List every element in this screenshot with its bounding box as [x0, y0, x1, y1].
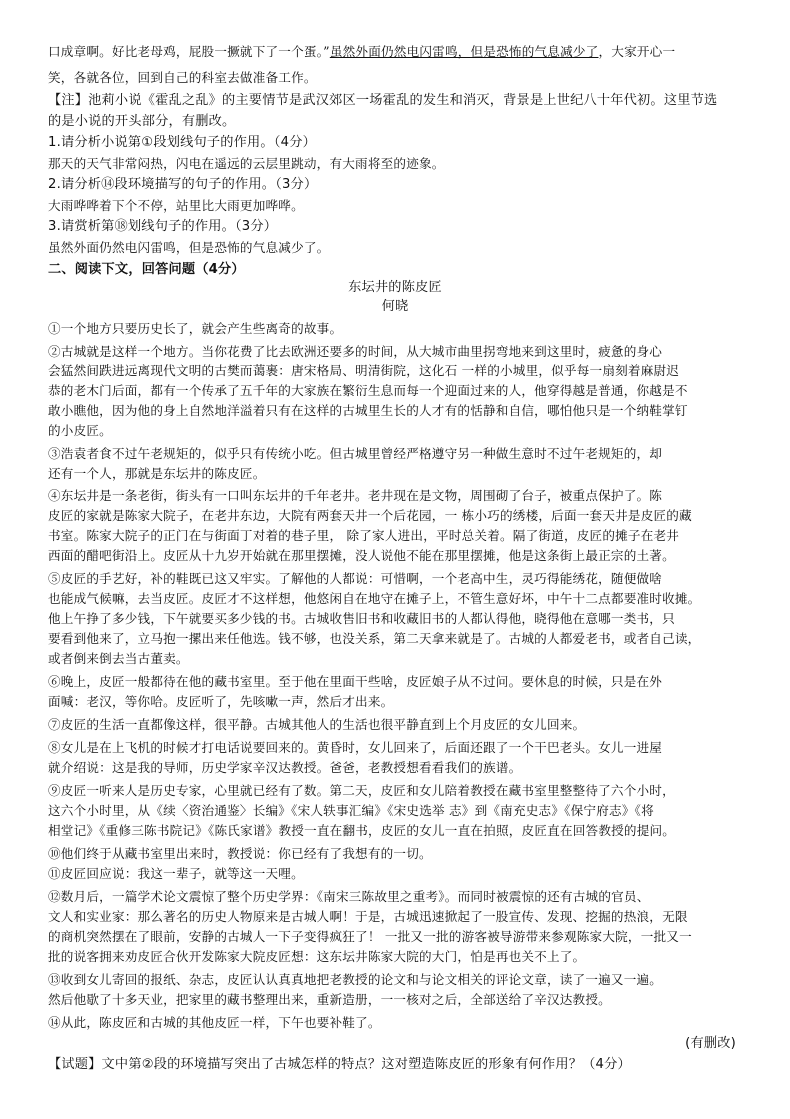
- body-line: 文人和实业家：那么著名的历史人物原来是古城人啊！于是，古城迅速掀起了一股宣传、发现、挖掘的热浪，无限: [48, 909, 688, 924]
- body-line: 恭的老木门后面，都有一个传承了五千年的大家族在繁衍生息而每一个迎面过来的人，他穿得越是普通，你越是不: [48, 383, 688, 398]
- body-line: 面喊：老汉，等你哈。皮匠听了，先咳嗽一声，然后才出来。: [48, 694, 394, 709]
- story-line-2: 笑，各就各位，回到自己的科室去做准备工作。: [48, 70, 317, 85]
- body-line: 这六个小时里，从《续〈资治通鉴〉长编》《宋人轶事汇编》《宋史选举 志》到《南充史志》《保宁府志》《将: [48, 803, 654, 818]
- story-line-1: 口成章啊。好比老母鸡，屁股一撅就下了一个蛋。”虽然外面仍然电闪雷鸣，但是恐怖的气息减少了，大家开心一: [48, 44, 676, 59]
- body-line: 他上午挣了多少钱，下午就要买多少钱的书。古城收售旧书和收藏旧书的人都认得他，晓得他在意哪一类书，只: [48, 611, 675, 626]
- question-3: 3.请赏析第⑱划线句子的作用。（3分）: [48, 219, 278, 234]
- body-line: 还有一个人，那就是东坛井的陈皮匠。: [48, 466, 266, 481]
- article-title: 东坛井的陈皮匠: [348, 280, 442, 295]
- body-line: 然后他歇了十多天业，把家里的藏书整理出来，重新造册，一一核对之后，全部送给了辛汉达教授。: [48, 992, 611, 1007]
- body-line: ②古城就是这样一个地方。当你花费了比去欧洲还要多的时间，从大城市曲里拐弯地来到这里时，疲惫的身心: [48, 344, 663, 359]
- question-1: 1.请分析小说第①段划线句子的作用。（4分）: [48, 135, 316, 150]
- body-line: 相堂记》《重修三陈书院记》《陈氏家谱》教授一直在翻书，皮匠的女儿一直在拍照，皮匠直在回答教授的提问。: [48, 823, 676, 838]
- underlined-sentence: 虽然外面仍然电闪雷鸣，但是恐怖的气息减少了: [329, 44, 599, 59]
- body-line: 或者倒来倒去当古董卖。: [48, 651, 189, 666]
- answer-3: 虽然外面仍然电闪雷鸣，但是恐怖的气息减少了。: [48, 240, 330, 255]
- body-line: ⑭从此，陈皮匠和古城的其他皮匠一样，下午也要补鞋了。: [48, 1015, 381, 1030]
- body-line: 要看到他来了，立马抱一摞出来任他选。钱不够，也没关系，第二天拿来就是了。古城的人都爱老书，或者自己读，: [48, 631, 701, 646]
- body-line: 的小皮匠。: [48, 423, 112, 438]
- body-line: ⑧女儿是在上飞机的时候才打电话说要回来的。黄昏时，女儿回来了，后面还跟了一个干巴老头。女儿一进屋: [48, 740, 663, 755]
- body-line: ⑤皮匠的手艺好，补的鞋既已这又牢实。了解他的人都说：可惜啊，一个老高中生，灵巧得能绣花，随便做啥: [48, 571, 663, 586]
- body-line: ①一个地方只要历史长了，就会产生些离奇的故事。: [48, 321, 343, 336]
- abridged-note: (有删改): [685, 1036, 736, 1051]
- answer-1: 那天的天气非常闷热，闪电在遥远的云层里跳动，有大雨将至的迹象。: [48, 156, 445, 171]
- note-line-1: 【注】池莉小说《霍乱之乱》的主要情节是武汉郊区一场霍乱的发生和消灭，背景是上世纪八十年代初。这里节选: [48, 93, 718, 108]
- body-line: 书室。陈家大院子的正门在与街面丁对着的巷子里， 除了家人进出，平时总关着。隔了街道，皮匠的摊子在老井: [48, 528, 680, 543]
- body-line: ③浩袁者食不过午老规矩的，似乎只有传统小吃。但古城里曾经严格遵守另一种做生意时不过午老规矩的，却: [48, 446, 663, 461]
- body-line: 的商机突然摆在了眼前，安静的古城人一下子变得疯狂了！ 一批又一批的游客被导游带来参观陈家大院，一批又一: [48, 929, 692, 944]
- article-author: 何晓: [381, 299, 409, 314]
- body-line: ⑫数月后，一篇学术论文震惊了整个历史学界：《南宋三陈故里之重考》。而同时被震惊的还有古城的官员、: [48, 889, 650, 904]
- exam-question: 【试题】文中第②段的环境描写突出了古城怎样的特点？这对塑造陈皮匠的形象有何作用？（4分）: [48, 1057, 631, 1072]
- body-line: 皮匠的家就是陈家大院子，在老井东边，大院有两套天井一个后花园，一 栋小巧的绣楼，后面一套天井是皮匠的藏: [48, 508, 692, 523]
- body-line: ⑪皮匠回应说：我这一辈子，就等这一天哩。: [48, 866, 304, 881]
- body-line: ⑥晚上，皮匠一般都待在他的藏书室里。至于他在里面干些啥，皮匠娘子从不过问。要休息的时候，只是在外: [48, 674, 663, 689]
- body-line: ④东坛井是一条老街，街头有一口叫东坛井的千年老井。老井现在是文物，周围砌了台子，被重点保护了。陈: [48, 488, 663, 503]
- body-line: 西面的醋吧街沿上。皮匠从十九岁开始就在那里摆摊，没人说他不能在那里摆摊，他是这条街上最正宗的土著。: [48, 548, 675, 563]
- body-line: 会猛然间跌进远离现代文明的古樊而蔼裹：唐宋格局、明清街院，这化石 一样的小城里，似乎每一扇刻着麻尉迟: [48, 363, 680, 378]
- body-line: ⑨皮匠一听来人是历史专家，心里就已经有了数。第二天，皮匠和女儿陪着教授在藏书室里整整待了六个小时，: [48, 783, 675, 798]
- body-line: ⑬收到女儿寄回的报纸、杂志，皮匠认认真真地把老教授的论文和与论文相关的评论文章，读了一遍又一遍。: [48, 972, 663, 987]
- body-line: 就介绍说：这是我的导师，历史学家辛汉达教授。爸爸，老教授想看看我们的族谱。: [48, 760, 522, 775]
- note-line-2: 的是小说的开头部分，有删改。: [48, 114, 236, 129]
- body-line: 也能成气候嘛，去当皮匠。皮匠才不这样想，他悠闲自在地守在摊子上，不管生意好坏，中午十二点都要准时收摊。: [48, 591, 701, 606]
- body-line: ⑦皮匠的生活一直都像这样，很平静。古城其他人的生活也很平静直到上个月皮匠的女儿回来。: [48, 717, 586, 732]
- body-line: ⑩他们终于从藏书室里出来时，教授说：你已经有了我想有的一切。: [48, 846, 432, 861]
- question-2: 2.请分析⑭段环境描写的句子的作用。（3分）: [48, 177, 318, 192]
- answer-2: 大雨哗哗着下个不停，站里比大雨更加哗哗。: [48, 198, 304, 213]
- body-line: 敢小瞧他，因为他的身上自然地洋溢着只有在这样的古城里生长的人才有的恬静和自信，哪怕他只是一个纳鞋掌钉: [48, 403, 688, 418]
- section-heading: 二、阅读下文，回答问题（4分）: [48, 262, 245, 277]
- body-line: 批的说客拥来劝皮匠合伙开发陈家大院皮匠想：这东坛井陈家大院的大门，怕是再也关不上了。: [48, 949, 586, 964]
